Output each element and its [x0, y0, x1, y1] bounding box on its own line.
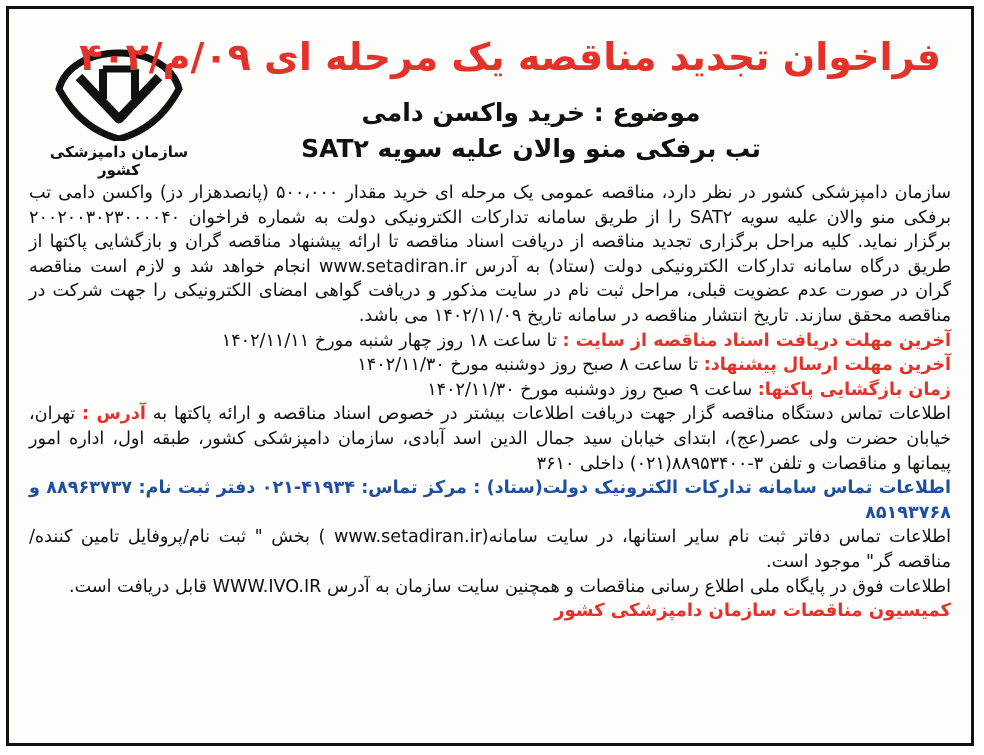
subject-line-2: تب برفکی منو والان علیه سویه SAT۲ — [301, 134, 761, 163]
deadline-docs-label: آخرین مهلت دریافت اسناد مناقصه از سایت : — [562, 330, 951, 351]
deadline-docs — [29, 329, 951, 354]
footer-signature: کمیسیون مناقصات سازمان دامپزشکی کشور — [554, 600, 951, 622]
opening-value: ساعت ۹ صبح روز دوشنبه مورخ ۱۴۰۲/۱۱/۳۰ — [427, 379, 753, 400]
subject — [291, 95, 771, 167]
contact-address-value: تهران، خیابان حضرت ولی عصر(عج)، ابتدای خیابان سید جمال الدین اسد آبادی، سازمان دامپزشکی کشور، طبقه اول، اداره امور پیمانها و مناقصات و تلفن ۳-۸۸۹۵۳۴۰۰(۰۲۱) داخلی ۳۶۱۰ — [29, 404, 951, 474]
deadline-offer-label: آخرین مهلت ارسال پیشنهاد: — [703, 355, 951, 376]
provinces-contact: اطلاعات تماس دفاتر ثبت نام سایر استانها، در سایت سامانه(www.setadiran.ir ) بخش " ثبت نام/پروفایل تامین کننده/ مناقصه گر" موجود است. — [29, 527, 951, 572]
opening-label: زمان بازگشایی پاکتها: — [757, 379, 951, 400]
notice-body — [29, 181, 951, 624]
contact-prefix: اطلاعات تماس دستگاه مناقصه گزار جهت دریافت اطلاعات بیشتر در خصوص اسناد مناقصه و ارائه پاکتها به — [152, 404, 951, 425]
deadline-offer-value: تا ساعت ۸ صبح روز دوشنبه مورخ ۱۴۰۲/۱۱/۳۰ — [357, 355, 699, 376]
contact-paragraph — [29, 402, 951, 476]
intro-paragraph: سازمان دامپزشکی کشور در نظر دارد، مناقصه عمومی یک مرحله ای خرید مقدار ۵۰۰،۰۰۰ (پانصدهزار دز) واکسن دامی تب برفکی منو والان علیه سویه SAT۲ را از طریق سامانه تدارکات الکترونیکی دولت به شماره فراخوان ۲۰۰۲۰۰۳۰۲۳۰۰۰۰۴۰ برگزار نماید. کلیه مراحل برگزاری تجدید مناقصه از دریافت اسناد مناقصه تا ارائه پیشنهاد مناقصه گران و بازگشایی پاکتها از طریق درگاه سامانه تدارکات الکترونیکی دولت (ستاد) به آدرس www.setadiran.ir انجام خواهد شد و لازم است مناقصه گران در صورت عدم عضویت قبلی، مراحل ثبت نام در سایت مذکور و دریافت گواهی امضای الکترونیکی را جهت شرکت در مناقصه محقق سازند. تاریخ انتشار مناقصه در سامانه تاریخ ۱۴۰۲/۱۱/۰۹ می باشد. — [29, 183, 951, 326]
deadline-docs-value: تا ساعت ۱۸ روز چهار شنبه مورخ ۱۴۰۲/۱۱/۱۱ — [221, 330, 557, 351]
setad-contact: اطلاعات تماس سامانه تدارکات الکترونیک دولت(ستاد) : مرکز تماس: ۴۱۹۳۴-۰۲۱ دفتر ثبت نام: ۸۸۹۶۳۷۳۷ و ۸۵۱۹۳۷۶۸ — [29, 478, 951, 523]
national-portal: اطلاعات فوق در پایگاه ملی اطلاع رسانی مناقصات و همچنین سایت سازمان به آدرس WWW.IVO.IR قابل دریافت است. — [69, 576, 951, 597]
opening-time — [29, 378, 951, 403]
notice-frame — [6, 6, 974, 746]
deadline-offer — [29, 353, 951, 378]
logo-caption: سازمان دامپزشکی کشور — [49, 143, 189, 179]
contact-address-label: آدرس : — [82, 404, 146, 425]
subject-line-1: موضوع : خرید واکسن دامی — [361, 98, 701, 127]
notice-title: فراخوان تجدید مناقصه یک مرحله ای ۰۹/م/۴۰۲ — [79, 35, 941, 79]
